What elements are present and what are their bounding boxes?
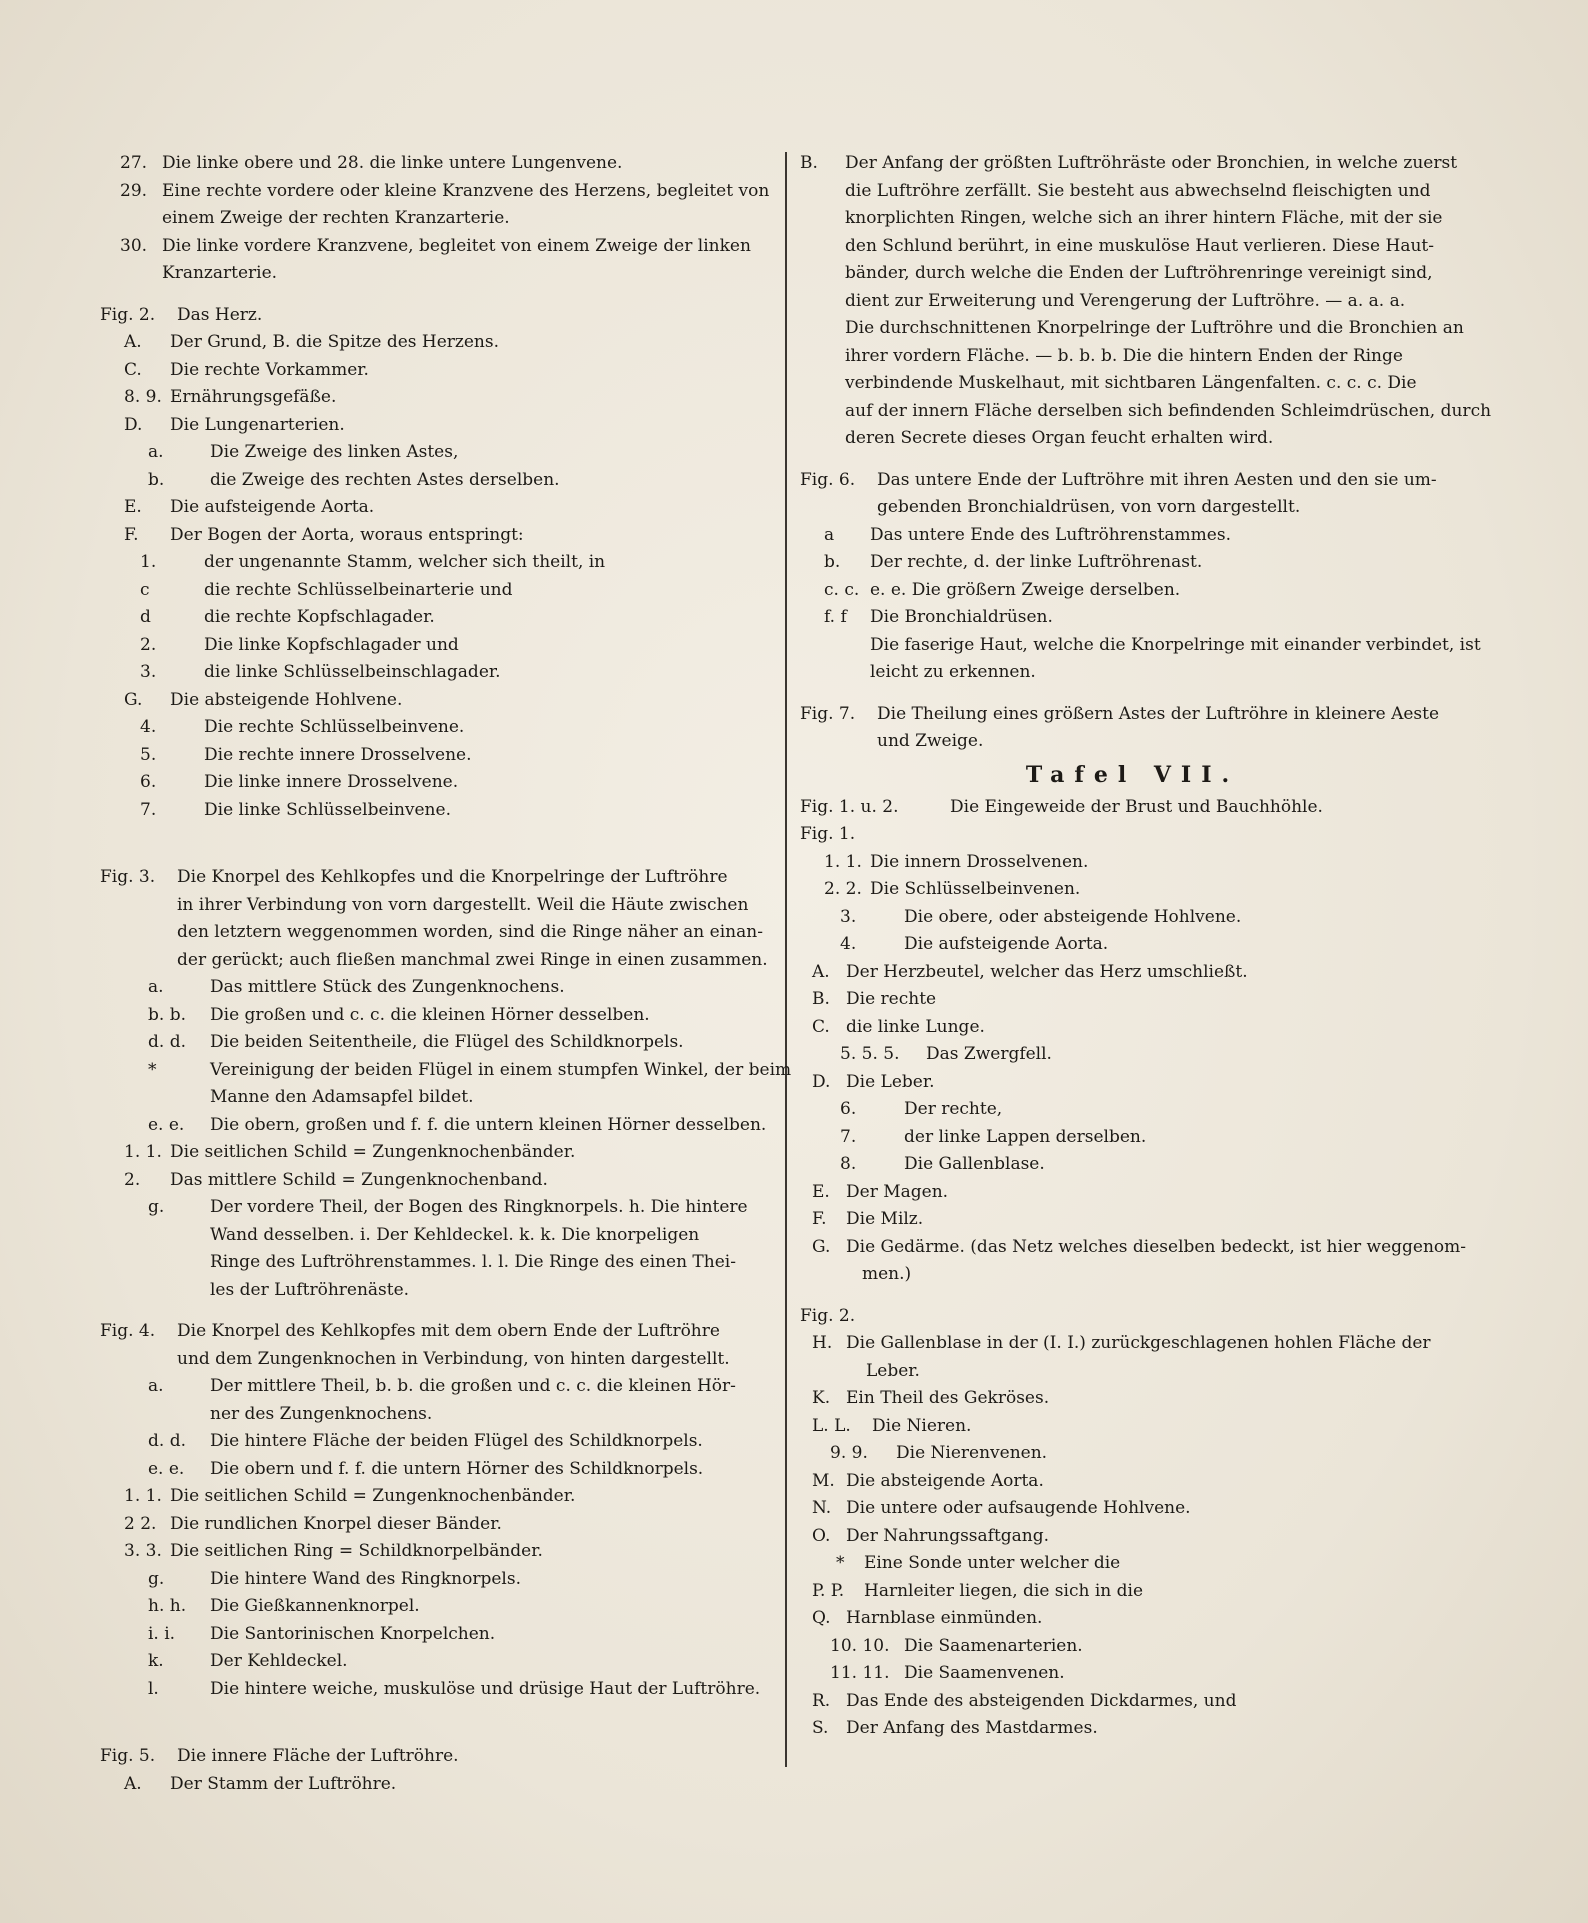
entry-line: men.)	[862, 1264, 912, 1284]
entry-line: 1. 1. Die seitlichen Schild = Zungenknochenbänder.	[124, 1142, 576, 1162]
entry-line: S. Der Anfang des Mastdarmes.	[812, 1718, 1098, 1738]
entry-line: * Eine Sonde unter welcher die	[836, 1553, 1121, 1573]
entry-line: Wand desselben. i. Der Kehldeckel. k. k. Die knorpeligen	[210, 1224, 700, 1245]
entry-line: 7. der linke Lappen derselben.	[840, 1126, 1147, 1147]
left-column	[100, 150, 792, 1798]
figure-heading: Fig. 1. u. 2. Die Eingeweide der Brust und Bauchhöhle.	[800, 796, 1323, 817]
figure-heading: Fig. 7. Die Theilung eines größern Astes der Luftröhre in kleinere Aeste	[800, 703, 1440, 724]
entry-line: 6. Die linke innere Drosselvene.	[140, 772, 459, 792]
entry-line: 3. die linke Schlüsselbeinschlagader.	[140, 662, 501, 682]
entry-line: 30. Die linke vordere Kranzvene, begleitet von einem Zweige der linken	[120, 235, 751, 256]
entry-line: k. Der Kehldeckel.	[148, 1651, 348, 1671]
entry-line: Q. Harnblase einmünden.	[812, 1608, 1043, 1628]
entry-line: L. L. Die Nieren.	[812, 1415, 972, 1436]
entry-line: gebenden Bronchialdrüsen, von vorn dargestellt.	[877, 497, 1301, 517]
entry-line: den letztern weggenommen worden, sind die Ringe näher an einan-	[177, 922, 763, 942]
entry-line: d die rechte Kopfschlagader.	[140, 607, 435, 627]
entry-line: E. Der Magen.	[812, 1181, 949, 1202]
entry-line: bänder, durch welche die Enden der Luftröhrenringe vereinigt sind,	[845, 263, 1433, 283]
entry-line: 6. Der rechte,	[840, 1099, 1003, 1119]
entry-line: e. e. Die obern, großen und f. f. die untern kleinen Hörner desselben.	[148, 1114, 767, 1135]
entry-line: O. Der Nahrungssaftgang.	[812, 1525, 1050, 1546]
entry-line: g. Der vordere Theil, der Bogen des Ringknorpels. h. Die hintere	[148, 1197, 748, 1217]
entry-line: F. Der Bogen der Aorta, woraus entspringt:	[124, 524, 524, 545]
figure-heading: Fig. 6. Das untere Ende der Luftröhre mit ihren Aesten und den sie um-	[800, 469, 1437, 490]
bronchi-section	[800, 150, 1492, 453]
figure-heading: Fig. 1.	[800, 824, 856, 844]
entry-line: verbindende Muskelhaut, mit sichtbaren Längenfalten. c. c. c. Die	[845, 373, 1417, 393]
entry-line: 11. 11. Die Saamenvenen.	[830, 1663, 1065, 1683]
entry-line: b. b. Die großen und c. c. die kleinen Hörner desselben.	[148, 1004, 650, 1025]
entry-line: a Das untere Ende des Luftröhrenstammes.	[824, 524, 1231, 545]
entry-line: in ihrer Verbindung von vorn dargestellt. Weil die Häute zwischen	[177, 894, 749, 915]
right-column	[800, 150, 1492, 1743]
entry-line: einem Zweige der rechten Kranzarterie.	[162, 208, 510, 228]
entry-line: 4. Die aufsteigende Aorta.	[840, 934, 1109, 954]
fig2b-section	[800, 1303, 1465, 1743]
entry-line: 5. Die rechte innere Drosselvene.	[140, 744, 472, 765]
entry-line: leicht zu erkennen.	[870, 662, 1036, 682]
vein-list-top	[100, 150, 768, 288]
entry-line: 9. 9. Die Nierenvenen.	[830, 1443, 1048, 1463]
entry-line: den Schlund berührt, in eine muskulöse Haut verlieren. Diese Haut-	[845, 235, 1434, 256]
entry-line: a. Das mittlere Stück des Zungenknochens.	[148, 977, 565, 997]
entry-line: knorplichten Ringen, welche sich an ihrer hintern Fläche, mit der sie	[845, 208, 1443, 228]
entry-line: 4. Die rechte Schlüsselbeinvene.	[140, 717, 465, 737]
tafel-heading: Tafel VII.	[1025, 761, 1240, 788]
entry-line: 8. Die Gallenblase.	[840, 1154, 1045, 1174]
entry-line: dient zur Erweiterung und Verengerung der Luftröhre. — a. a. a.	[845, 290, 1406, 311]
entry-line: a. Der mittlere Theil, b. b. die großen und c. c. die kleinen Hör-	[148, 1376, 736, 1396]
entry-line: les der Luftröhrenäste.	[210, 1279, 410, 1300]
fig3-section	[100, 864, 792, 1304]
fig4-section	[100, 1318, 768, 1703]
figure-heading: Fig. 4. Die Knorpel des Kehlkopfes mit dem obern Ende der Luftröhre	[100, 1321, 720, 1341]
tafel-section	[800, 794, 1465, 1289]
entry-line: M. Die absteigende Aorta.	[812, 1470, 1044, 1491]
entry-line: F. Die Milz.	[812, 1209, 924, 1229]
entry-line: ihrer vordern Fläche. — b. b. b. Die die hintern Enden der Ringe	[845, 345, 1403, 366]
entry-line: f. f Die Bronchialdrüsen.	[824, 607, 1053, 627]
entry-line: h. h. Die Gießkannenknorpel.	[148, 1596, 420, 1616]
entry-line: K. Ein Theil des Gekröses.	[812, 1388, 1050, 1408]
entry-line: C. Die rechte Vorkammer.	[124, 359, 369, 380]
entry-line: 1. 1. Die innern Drosselvenen.	[824, 851, 1089, 872]
entry-line: a. Die Zweige des linken Astes,	[148, 442, 459, 462]
entry-line: c die rechte Schlüsselbeinarterie und	[140, 579, 513, 600]
entry-line: und Zweige.	[877, 731, 984, 751]
entry-line: b. die Zweige des rechten Astes derselben.	[148, 469, 560, 490]
entry-line: auf der innern Fläche derselben sich befindenden Schleimdrüschen, durch	[845, 400, 1492, 421]
fig7-section	[800, 701, 1465, 756]
figure-heading: Fig. 3. Die Knorpel des Kehlkopfes und die Knorpelringe der Luftröhre	[100, 867, 728, 887]
entry-line: D. Die Leber.	[812, 1071, 935, 1092]
fig2-section	[100, 302, 768, 825]
figure-heading: Fig. 5. Die innere Fläche der Luftröhre.	[100, 1746, 459, 1766]
entry-line: 3. Die obere, oder absteigende Hohlvene.	[840, 906, 1242, 927]
entry-line: d. d. Die beiden Seitentheile, die Flügel des Schildknorpels.	[148, 1032, 684, 1052]
entry-line: 2. Die linke Kopfschlagader und	[140, 634, 459, 655]
entry-line: 1. der ungenannte Stamm, welcher sich theilt, in	[140, 552, 606, 572]
entry-line: C. die linke Lunge.	[812, 1016, 985, 1037]
entry-line: 1. 1. Die seitlichen Schild = Zungenknochenbänder.	[124, 1486, 576, 1506]
entry-line: Die durchschnittenen Knorpelringe der Luftröhre und die Bronchien an	[845, 318, 1464, 338]
entry-line: b. Der rechte, d. der linke Luftröhrenast.	[824, 552, 1203, 572]
entry-line: 10. 10. Die Saamenarterien.	[830, 1635, 1083, 1656]
figure-heading: Fig. 2.	[800, 1305, 856, 1326]
entry-line: d. d. Die hintere Fläche der beiden Flügel des Schildknorpels.	[148, 1431, 703, 1451]
column-divider	[785, 152, 787, 1767]
entry-line: B. Der Anfang der größten Luftröhräste oder Bronchien, in welche zuerst	[800, 153, 1458, 173]
entry-line: Manne den Adamsapfel bildet.	[210, 1087, 474, 1107]
entry-line: e. e. Die obern und f. f. die untern Hörner des Schildknorpels.	[148, 1458, 704, 1479]
entry-line: 2. 2. Die Schlüsselbeinvenen.	[824, 879, 1081, 899]
entry-line: Kranzarterie.	[162, 263, 278, 283]
entry-line: * Vereinigung der beiden Flügel in einem stumpfen Winkel, der beim	[148, 1059, 792, 1080]
entry-line: 5. 5. 5. Das Zwergfell.	[840, 1044, 1052, 1064]
entry-line: Leber.	[866, 1360, 920, 1381]
entry-line: ner des Zungenknochens.	[210, 1403, 433, 1424]
entry-line: P. P. Harnleiter liegen, die sich in die	[812, 1580, 1144, 1601]
entry-line: und dem Zungenknochen in Verbindung, von hinten dargestellt.	[177, 1348, 730, 1369]
entry-line: B. Die rechte	[812, 989, 937, 1009]
figure-heading: Fig. 2. Das Herz.	[100, 304, 263, 325]
entry-line: N. Die untere oder aufsaugende Hohlvene.	[812, 1498, 1191, 1518]
fig5-section	[100, 1743, 768, 1798]
entry-line: R. Das Ende des absteigenden Dickdarmes, und	[812, 1690, 1237, 1711]
entry-line: 2. Das mittlere Schild = Zungenknochenband.	[124, 1169, 548, 1190]
entry-line: der gerückt; auch fließen manchmal zwei Ringe in einen zusammen.	[177, 949, 768, 970]
entry-line: E. Die aufsteigende Aorta.	[124, 497, 375, 517]
entry-line: D. Die Lungenarterien.	[124, 414, 345, 435]
entry-line: G. Die absteigende Hohlvene.	[124, 689, 403, 710]
entry-line: l. Die hintere weiche, muskulöse und drüsige Haut der Luftröhre.	[148, 1678, 761, 1699]
entry-line: 7. Die linke Schlüsselbeinvene.	[140, 799, 451, 820]
entry-line: G. Die Gedärme. (das Netz welches dieselben bedeckt, ist hier weggenom-	[812, 1236, 1467, 1257]
entry-line: 27. Die linke obere und 28. die linke untere Lungenvene.	[120, 153, 623, 173]
entry-line: H. Die Gallenblase in der (I. I.) zurückgeschlagenen hohlen Fläche der	[812, 1333, 1431, 1353]
entry-line: g. Die hintere Wand des Ringknorpels.	[148, 1568, 521, 1589]
entry-line: 2 2. Die rundlichen Knorpel dieser Bänder.	[124, 1513, 502, 1534]
entry-line: A. Der Stamm der Luftröhre.	[124, 1773, 397, 1794]
entry-line: Die faserige Haut, welche die Knorpelringe mit einander verbindet, ist	[870, 634, 1481, 655]
entry-line: 3. 3. Die seitlichen Ring = Schildknorpelbänder.	[124, 1541, 543, 1561]
entry-line: Ringe des Luftröhrenstammes. l. l. Die Ringe des einen Thei-	[210, 1252, 736, 1272]
entry-line: i. i. Die Santorinischen Knorpelchen.	[148, 1623, 496, 1644]
entry-line: die Luftröhre zerfällt. Sie besteht aus abwechselnd fleischigten und	[845, 180, 1431, 201]
entry-line: 8. 9. Ernährungsgefäße.	[124, 387, 337, 407]
entry-line: 29. Eine rechte vordere oder kleine Kranzvene des Herzens, begleitet von	[120, 180, 770, 201]
entry-line: c. c. e. e. Die größern Zweige derselben.	[824, 579, 1181, 600]
entry-line: A. Der Herzbeutel, welcher das Herz umschließt.	[812, 961, 1248, 982]
fig6-section	[800, 467, 1481, 687]
entry-line: A. Der Grund, B. die Spitze des Herzens.	[124, 332, 499, 352]
entry-line: deren Secrete dieses Organ feucht erhalten wird.	[845, 428, 1274, 448]
